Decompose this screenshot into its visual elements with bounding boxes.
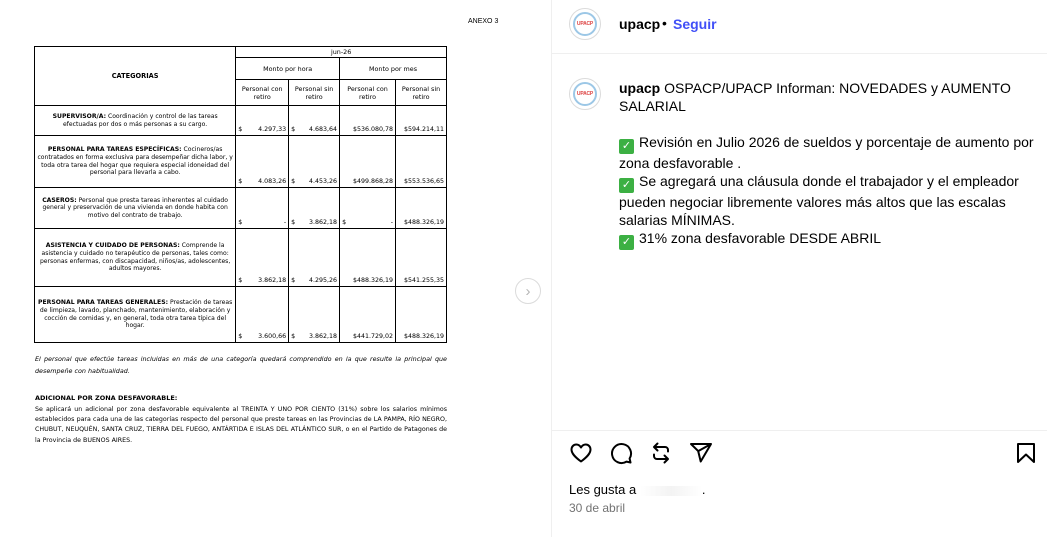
table-row — [35, 287, 447, 343]
header-categories: CATEGORIAS — [35, 47, 236, 106]
avatar-logo: UPACP — [576, 91, 594, 97]
value-cell: $ - — [236, 188, 289, 229]
value-cell: $ 3.600,66 — [236, 287, 289, 343]
category-desc: Cocineros/as contratados en forma exclusiva para desempeñar dicha labor, y toda otra tarea del hogar que requiera especial idoneidad del personal para llevarla a cabo. — [37, 146, 233, 177]
carousel-next-button[interactable] — [515, 278, 541, 304]
value-cell: $488.326,19 — [340, 229, 396, 287]
value-cell: $499.868,28 — [340, 136, 396, 188]
col-month-without: Personal sin retiro — [396, 80, 447, 106]
separator-dot: • — [662, 15, 667, 31]
caption-item: ✓ 31% zona desfavorable DESDE ABRIL — [619, 229, 1039, 250]
category-title: ASISTENCIA Y CUIDADO DE PERSONAS: — [45, 242, 180, 250]
category-desc: Coordinación y control de las tareas efectuadas por dos o más personas a su cargo. — [63, 112, 218, 128]
check-icon: ✓ — [619, 139, 634, 154]
adicional-text: Se aplicará un adicional por zona desfavorable equivalente al TREINTA Y UNO POR CIENTO (31%) sobre los salarios mínimos establecidos para cada una de las categorías respecto del personal que preste tareas en las Provincias de LA PAMPA, RÍO NEGRO, CHUBUT, NEUQUÉN, SANTA CRUZ, TIERRA DEL FUEGO, ANTÁRTIDA E ISLAS DEL ATLÁNTICO SUR, o en el Partido de Patagones de la Provincia de BUENOS AIRES. — [35, 406, 447, 444]
header-month: Monto por mes — [340, 58, 447, 80]
chevron-right-icon: › — [525, 282, 531, 300]
category-cell — [35, 229, 236, 287]
caption-avatar[interactable] — [569, 78, 601, 110]
value-cell: $553.536,65 — [396, 136, 447, 188]
table-row — [35, 106, 447, 136]
caption-title: OSPACP/UPACP Informan: NOVEDADES y AUMENTO SALARIAL — [619, 80, 1011, 114]
value-cell: $ - — [340, 188, 396, 229]
heart-icon[interactable] — [569, 441, 593, 465]
category-title: SUPERVISOR/A: — [52, 112, 107, 120]
value-cell: $ 4.083,26 — [236, 136, 289, 188]
avatar[interactable] — [569, 8, 601, 40]
table-row — [35, 136, 447, 188]
caption-item: ✓ Revisión en Julio 2026 de sueldos y porcentaje de aumento por zona desfavorable . — [619, 134, 1034, 171]
category-cell — [35, 188, 236, 229]
salary-table — [34, 46, 447, 343]
adicional-title: ADICIONAL POR ZONA DESFAVORABLE: — [35, 394, 178, 402]
value-cell: $ 4.297,33 — [236, 106, 289, 136]
category-title: PERSONAL PARA TAREAS GENERALES: — [38, 299, 169, 307]
annex-label: ANEXO 3 — [468, 18, 499, 25]
category-desc: Prestación de tareas de limpieza, lavado, planchado, mantenimiento, elaboración y cocción de comidas y, en general, toda otra tarea típica del hogar. — [39, 299, 233, 330]
post-caption — [619, 79, 1039, 250]
value-cell: $ 3.862,18 — [289, 188, 340, 229]
caption-username[interactable]: upacp — [619, 80, 661, 96]
value-cell: $594.214,11 — [396, 106, 447, 136]
value-cell: $ 4.295,26 — [289, 229, 340, 287]
value-cell: $488.326,19 — [396, 188, 447, 229]
value-cell: $ 3.862,18 — [289, 287, 340, 343]
value-cell: $ 4.683,64 — [289, 106, 340, 136]
likes-text[interactable]: Les gusta a . — [569, 482, 706, 497]
post-header — [552, 0, 1047, 54]
table-row — [35, 229, 447, 287]
header-username[interactable]: upacp — [619, 16, 661, 32]
caption-item: ✓ Se agregará una cláusula donde el trabajador y el empleador pueden negociar libremente valores más altos que las escalas salarias MÍNIMAS. — [619, 173, 1019, 228]
category-desc: Personal que presta tareas inherentes al cuidado general y preservación de una vivienda en donde habita con motivo del contrato de trabajo. — [42, 196, 229, 219]
header-hour: Monto por hora — [236, 58, 340, 80]
post-panel — [551, 0, 1047, 537]
category-cell — [35, 287, 236, 343]
col-month-with: Personal con retiro — [340, 80, 396, 106]
category-desc: Comprende la asistencia y cuidado no terapéutico de personas, tales como: personas enfermas, con discapacidad, niños/as, adolescentes, adultos mayores. — [39, 242, 231, 273]
value-cell: $441.729,02 — [340, 287, 396, 343]
value-cell: $ 4.453,26 — [289, 136, 340, 188]
category-title: CASEROS: — [42, 196, 77, 204]
post-date[interactable]: 30 de abril — [569, 501, 626, 515]
check-icon: ✓ — [619, 235, 634, 250]
col-hour-with: Personal con retiro — [236, 80, 289, 106]
category-cell — [35, 106, 236, 136]
category-note: El personal que efectúe tareas incluidas en más de una categoría quedará comprendido en la que resulte la principal que desempeñe con habitualidad. — [35, 355, 447, 375]
repost-icon[interactable] — [649, 441, 673, 465]
avatar-logo: UPACP — [576, 21, 594, 27]
share-icon[interactable] — [689, 441, 713, 465]
header-period: jun-26 — [236, 47, 447, 58]
action-bar — [552, 430, 1047, 472]
bookmark-icon[interactable] — [1014, 441, 1038, 465]
value-cell: $488.326,19 — [396, 287, 447, 343]
category-title: PERSONAL PARA TAREAS ESPECÍFICAS: — [47, 146, 182, 154]
value-cell: $536.080,78 — [340, 106, 396, 136]
table-row — [35, 188, 447, 229]
comment-icon[interactable] — [609, 441, 633, 465]
value-cell: $541.255,35 — [396, 229, 447, 287]
col-hour-without: Personal sin retiro — [289, 80, 340, 106]
value-cell: $ 3.862,18 — [236, 229, 289, 287]
check-icon: ✓ — [619, 178, 634, 193]
category-cell — [35, 136, 236, 188]
follow-button[interactable]: Seguir — [673, 16, 717, 32]
